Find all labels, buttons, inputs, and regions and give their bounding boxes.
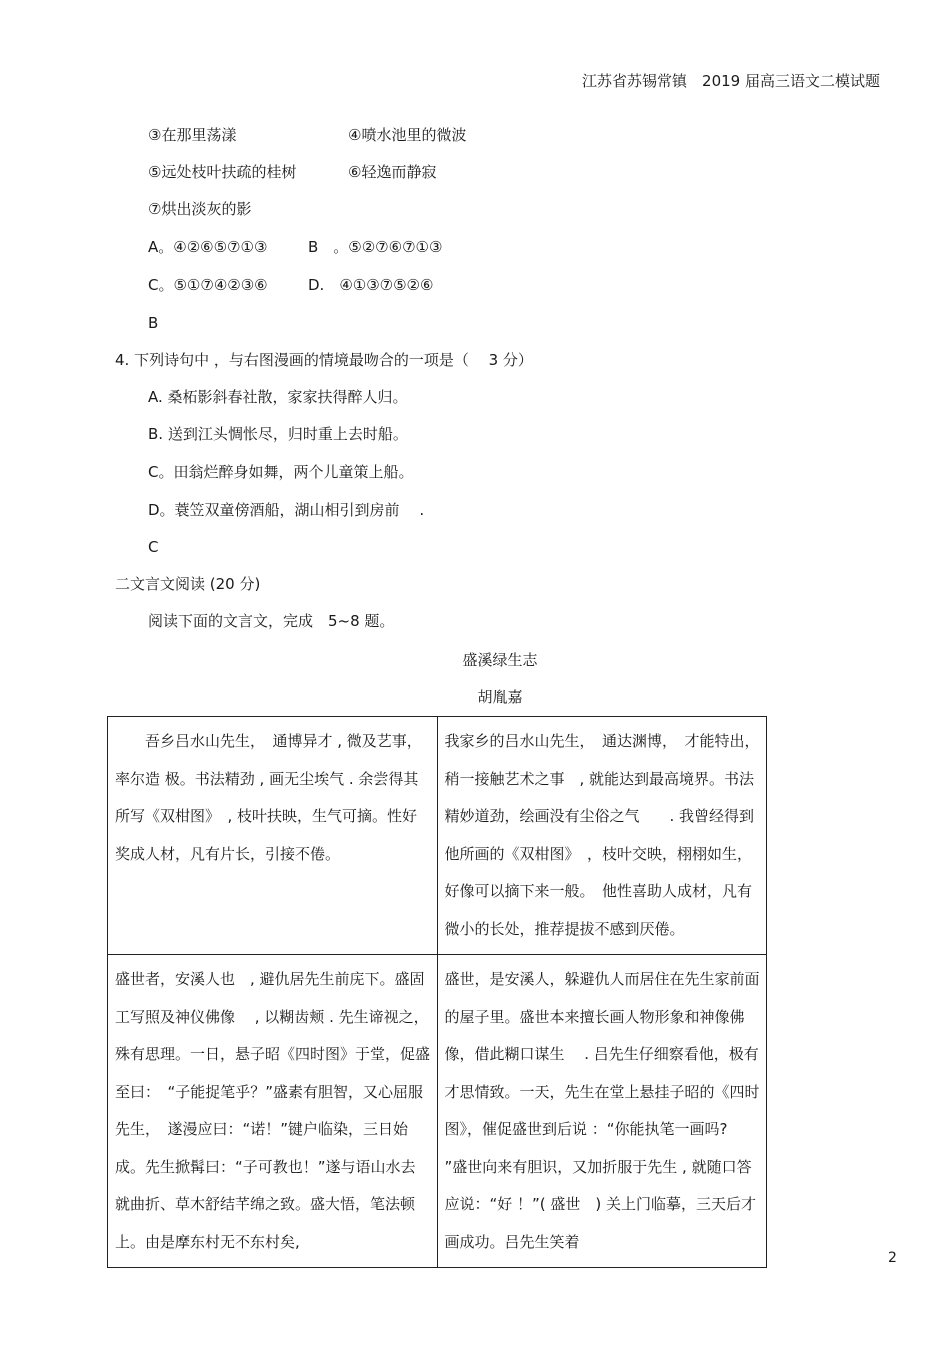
translation-table: [107, 716, 767, 1268]
page-header: 江苏省苏锡常镇 2019 届高三语文二模试题: [582, 72, 880, 90]
passage-title: 盛溪绿生志: [462, 651, 538, 669]
item-6: ⑥轻逸而静寂: [348, 163, 437, 181]
translation-text: 我家乡的吕水山先生， 通达渊博， 才能特出，稍一接触艺术之事 , 就能达到最高境界。书法精妙道劲，绘画没有尘俗之气 . 我曾经得到他所画的《双柑图》 ，枝叶交映，栩栩如生，好像可以摘下来一般。 他性喜助人成材，凡有微小的长处，推荐提拔不感到厌倦。: [444, 732, 760, 938]
original-text: 吾乡吕水山先生， 通博异才 , 微及艺事，率尔造 极。书法精劲 , 画无尘埃气 . 余尝得其所写《双柑图》 , 枝叶扶映，生气可摘。性好奖成人材，凡有片长，引接不倦。: [115, 732, 422, 863]
item-7: ⑦烘出淡灰的影: [148, 200, 252, 218]
q3-option-a: A。④②⑥⑤⑦①③: [148, 238, 268, 256]
passage-author: 胡胤嘉: [477, 688, 523, 706]
table-row: [108, 955, 767, 1268]
original-text: 盛世者，安溪人也 , 避仇居先生前庑下。盛固工写照及神仪佛像 , 以糊齿颊 . 先生谛视之，殊有思理。一日，悬子昭《四时图》于堂，促盛至曰： “子能捉笔乎？”盛素有胆智，又心屈服先生， 遂漫应曰：“诺！”键户临染，三日始成。先生掀髯曰：“子可教也！”遂与语山水去就曲折、草木舒结芊绵之致。盛大悟，笔法顿上。由是摩东村无不东村矣,: [115, 970, 431, 1251]
section-heading: 二文言文阅读 (20 分): [115, 575, 261, 593]
q4-stem: 4. 下列诗句中 ，与右图漫画的情境最吻合的一项是（ 3 分）: [115, 351, 533, 369]
q4-option-d: D。蓑笠双童傍酒船，湖山相引到房前 .: [148, 501, 425, 519]
q3-option-c: C。⑤①⑦④②③⑥: [148, 276, 268, 294]
item-5: ⑤远处枝叶扶疏的桂树: [148, 163, 297, 181]
item-4: ④喷水池里的微波: [348, 126, 467, 144]
table-cell-translation: [437, 955, 767, 1268]
q3-answer: B: [148, 314, 159, 332]
q4-answer: C: [148, 538, 159, 556]
table-cell-original: [108, 955, 438, 1268]
q3-option-d: D. ④①③⑦⑤②⑥: [308, 276, 434, 294]
q3-option-b: B 。⑤②⑦⑥⑦①③: [308, 238, 443, 256]
table-cell-translation: [437, 717, 767, 955]
q4-option-c: C。田翁烂醉身如舞，两个儿童策上船。: [148, 463, 414, 481]
table-row: [108, 717, 767, 955]
item-3: ③在那里荡漾: [148, 126, 237, 144]
translation-text: 盛世，是安溪人，躲避仇人而居住在先生家前面的屋子里。盛世本来擅长画人物形象和神像佛像，借此糊口谋生 . 吕先生仔细察看他，极有才思情致。一天，先生在堂上悬挂子昭的《四时图》，催促盛世到后说 ：“你能执笔一画吗? ”盛世向来有胆识，又加折服于先生 , 就随口答应说：“好 ！”( 盛世 ) 关上门临摹，三天后才画成功。吕先生笑着: [444, 970, 760, 1251]
table-cell-original: [108, 717, 438, 955]
q4-option-a: A. 桑柘影斜春社散，家家扶得醉人归。: [148, 388, 408, 406]
reading-instruction: 阅读下面的文言文，完成 5~8 题。: [148, 612, 395, 630]
q4-option-b: B. 送到江头惆怅尽，归时重上去时船。: [148, 425, 408, 443]
page-number: 2: [888, 1250, 897, 1266]
